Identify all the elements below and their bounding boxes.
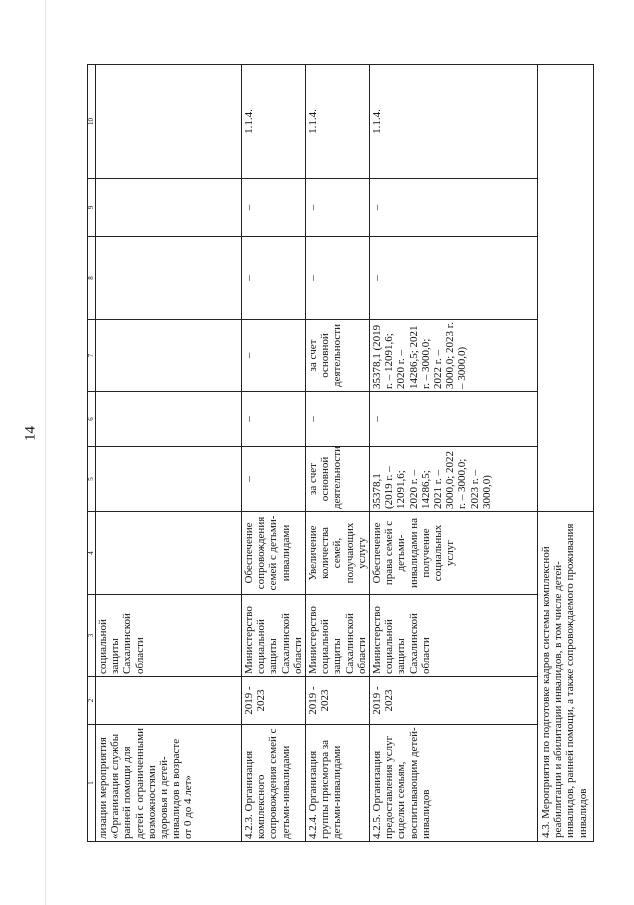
executor: Министерство социальной защиты Сахалинской области xyxy=(306,595,370,677)
section-empty xyxy=(538,65,594,512)
measures-table xyxy=(87,64,594,842)
section-heading: 4.3. Мероприятия по подготовке кадров системы комплексной реабилитации и абилитации инвалидов, в том числе детей-инвалидов, ранней помощи, а также сопровождаемого проживания инвалидов xyxy=(538,512,594,842)
indicator-link: 1.1.4. xyxy=(242,65,306,179)
measure-name: лизации мероприятия «Организация службы ранней помощи для детей с ограниченными возможностями здоровья и детей-инвалидов в возрасте от 0 до 4 лет» xyxy=(96,725,242,842)
result: Обеспечение права семей с детьми-инвалидами на получение социальных услуг xyxy=(370,512,538,595)
column-number: 2 xyxy=(88,677,96,725)
column-number: 1 xyxy=(88,725,96,842)
table-row xyxy=(96,65,242,842)
funding-federal: – xyxy=(306,392,370,447)
funding-other: – xyxy=(306,179,370,237)
funding-regional: за счет основной деятельности xyxy=(306,320,370,392)
column-number: 3 xyxy=(88,595,96,677)
period: 2019 - 2023 xyxy=(306,677,370,725)
funding-total: 35378,1 (2019 г. – 12091,6; 2020 г. – 14286,5; 2021 г. – 3000,0; 2022 г. – 3000,0; 2023 г. – 3000,0) xyxy=(370,447,538,512)
funding-local: – xyxy=(242,237,306,320)
column-number: 9 xyxy=(88,179,96,237)
funding-total: за счет основной деятельности xyxy=(306,447,370,512)
funding-federal: – xyxy=(370,392,538,447)
executor: Министерство социальной защиты Сахалинской области xyxy=(242,595,306,677)
executor: Министерство социальной защиты Сахалинской области xyxy=(370,595,538,677)
indicator-link: 1.1.4. xyxy=(306,65,370,179)
column-number: 5 xyxy=(88,447,96,512)
result xyxy=(96,512,242,595)
measure-name: 4.2.4. Организация группы присмотра за детьми-инвалидами xyxy=(306,725,370,842)
period: 2019 - 2023 xyxy=(370,677,538,725)
funding-other: – xyxy=(370,179,538,237)
table-row xyxy=(370,65,538,842)
funding-federal: – xyxy=(242,392,306,447)
funding-total xyxy=(96,447,242,512)
funding-local: – xyxy=(306,237,370,320)
measure-name: 4.2.3. Организация комплексного сопровождения семей с детьми-инвалидами xyxy=(242,725,306,842)
table-row xyxy=(242,65,306,842)
result: Увеличение количества семей, получающих услугу xyxy=(306,512,370,595)
funding-regional xyxy=(96,320,242,392)
funding-regional: 35378,1 (2019 г. – 12091,6; 2020 г. – 14286,5; 2021 г. – 3000,0; 2022 г. – 3000,0; 2023 г. – 3000,0) xyxy=(370,320,538,392)
column-number: 4 xyxy=(88,512,96,595)
funding-total: – xyxy=(242,447,306,512)
column-number: 7 xyxy=(88,320,96,392)
section-row xyxy=(538,65,594,842)
executor: социальной защиты Сахалинской области xyxy=(96,595,242,677)
period xyxy=(96,677,242,725)
period: 2019 - 2023 xyxy=(242,677,306,725)
funding-local xyxy=(96,237,242,320)
indicator-link xyxy=(96,65,242,179)
column-number: 10 xyxy=(88,65,96,179)
column-number: 8 xyxy=(88,237,96,320)
rotated-table-wrapper xyxy=(87,65,594,842)
indicator-link: 1.1.4. xyxy=(370,65,538,179)
page-number: 14 xyxy=(22,426,39,441)
funding-federal xyxy=(96,392,242,447)
funding-other xyxy=(96,179,242,237)
funding-local: – xyxy=(370,237,538,320)
result: Обеспечение сопровождения семей с детьми-инвалидами xyxy=(242,512,306,595)
table-row xyxy=(306,65,370,842)
column-number-row xyxy=(88,65,96,842)
measure-name: 4.2.5. Организация предоставления услуг сиделки семьям, воспитывающим детей-инвалидов xyxy=(370,725,538,842)
funding-regional: – xyxy=(242,320,306,392)
funding-other: – xyxy=(242,179,306,237)
column-number: 6 xyxy=(88,392,96,447)
